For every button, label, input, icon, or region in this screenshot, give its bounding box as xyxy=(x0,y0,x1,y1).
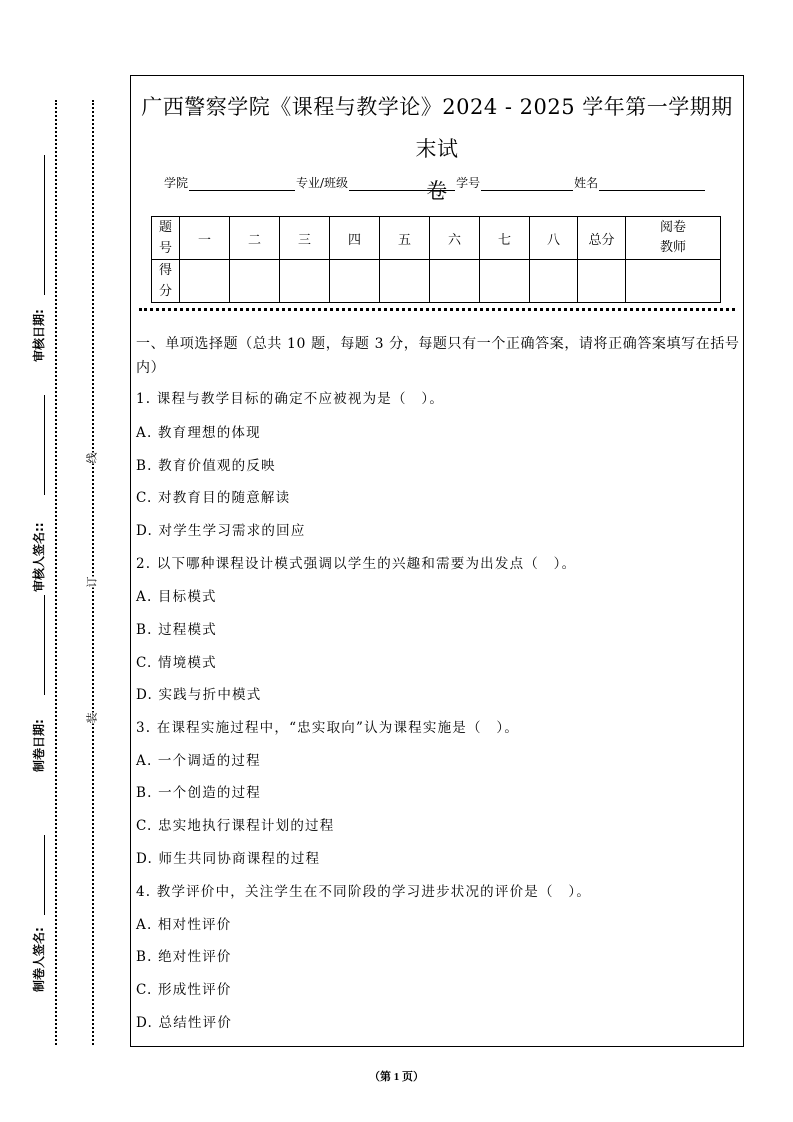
exam-title-line2: 卷 xyxy=(426,179,448,203)
score-table-score-row xyxy=(152,260,721,303)
outer-dotted-line xyxy=(55,100,57,1045)
col-3: 三 xyxy=(280,217,330,260)
col-grader xyxy=(626,217,721,260)
option: A. 目标模式 xyxy=(136,589,217,605)
name-label: 姓名 xyxy=(574,176,599,190)
score-cell[interactable] xyxy=(480,260,530,303)
col-2: 二 xyxy=(230,217,280,260)
col-6: 六 xyxy=(430,217,480,260)
student-id-label: 学号 xyxy=(456,176,481,190)
option: D. 师生共同协商课程的过程 xyxy=(136,851,321,867)
score-table xyxy=(151,216,721,303)
option: C. 形成性评价 xyxy=(136,982,232,998)
option: A. 相对性评价 xyxy=(136,917,232,933)
major-class-field[interactable] xyxy=(349,178,455,191)
question-number-label-text: 题号 xyxy=(158,220,172,256)
student-info-row xyxy=(164,174,724,191)
exam-title-line1: 广西警察学院《课程与教学论》2024 - 2025 学年第一学期期末试 xyxy=(141,95,733,161)
option: B. 教育价值观的反映 xyxy=(136,458,276,474)
question-stem: 2. 以下哪种课程设计模式强调以学生的兴趣和需要为出发点（ ）。 xyxy=(136,556,577,572)
dotted-separator xyxy=(139,308,735,311)
col-7: 七 xyxy=(480,217,530,260)
exam-title xyxy=(131,86,743,212)
score-cell[interactable] xyxy=(280,260,330,303)
col-5: 五 xyxy=(380,217,430,260)
maker-sign-label: 制卷人签名: xyxy=(32,927,46,992)
maker-sign-line xyxy=(44,835,45,915)
question-stem: 4. 教学评价中，关注学生在不同阶段的学习进步状况的评价是（ ）。 xyxy=(136,884,592,900)
reviewer-sign-label: 审核人签名:: xyxy=(32,522,46,592)
option: D. 对学生学习需求的回应 xyxy=(136,523,306,539)
score-label-text: 得分 xyxy=(158,263,172,299)
option: D. 总结性评价 xyxy=(136,1015,233,1031)
score-cell[interactable] xyxy=(180,260,230,303)
score-cell[interactable] xyxy=(430,260,480,303)
col-total: 总分 xyxy=(578,217,626,260)
option: A. 教育理想的体现 xyxy=(136,425,261,441)
maker-date-line xyxy=(44,595,45,695)
score-cell[interactable] xyxy=(330,260,380,303)
question-stem: 3. 在课程实施过程中，“忠实取向”认为课程实施是（ ）。 xyxy=(136,720,520,736)
score-cell[interactable] xyxy=(530,260,578,303)
option: B. 绝对性评价 xyxy=(136,949,232,965)
reviewer-date-line xyxy=(44,155,45,295)
binding-bind-char: 装 xyxy=(82,713,102,724)
page-number: （第 1 页） xyxy=(369,1071,424,1083)
binding-line-char: 线 xyxy=(82,453,102,464)
col-8: 八 xyxy=(530,217,578,260)
option: B. 一个创造的过程 xyxy=(136,785,262,801)
question-number-label xyxy=(152,217,180,260)
exam-frame xyxy=(130,75,744,1047)
reviewer-sign-line xyxy=(44,395,45,495)
option: B. 过程模式 xyxy=(136,622,217,638)
section-heading: 一、单项选择题（总共 10 题，每题 3 分，每题只有一个正确答案，请将正确答案填写在括号内） xyxy=(136,336,740,376)
score-cell-total[interactable] xyxy=(578,260,626,303)
inner-dotted-line xyxy=(92,100,94,1045)
reviewer-date-label: 审核日期: xyxy=(32,309,46,362)
option: D. 实践与折中模式 xyxy=(136,687,262,703)
college-label: 学院 xyxy=(164,176,189,190)
score-label xyxy=(152,260,180,303)
college-field[interactable] xyxy=(189,178,295,191)
option: C. 情境模式 xyxy=(136,655,217,671)
col-grader-text: 阅卷教师 xyxy=(659,220,686,255)
option: C. 忠实地执行课程计划的过程 xyxy=(136,818,335,834)
binding-order-char: 订 xyxy=(82,577,102,588)
score-cell[interactable] xyxy=(380,260,430,303)
grader-cell[interactable] xyxy=(626,260,721,303)
student-id-field[interactable] xyxy=(481,178,573,191)
question-stem: 1. 课程与教学目标的确定不应被视为是（ ）。 xyxy=(136,391,445,407)
col-1: 一 xyxy=(180,217,230,260)
option: C. 对教育目的随意解读 xyxy=(136,490,291,506)
col-4: 四 xyxy=(330,217,380,260)
maker-date-label: 制卷日期: xyxy=(32,719,46,772)
score-cell[interactable] xyxy=(230,260,280,303)
score-table-header-row xyxy=(152,217,721,260)
major-class-label: 专业/班级 xyxy=(296,176,349,190)
option: A. 一个调适的过程 xyxy=(136,753,261,769)
name-field[interactable] xyxy=(599,178,705,191)
